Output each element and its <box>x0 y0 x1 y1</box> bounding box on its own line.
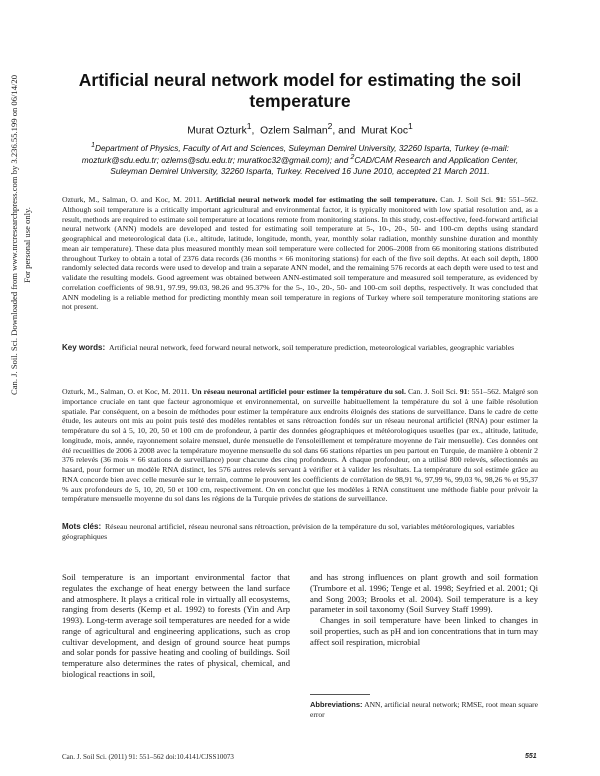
footnote-divider <box>310 694 370 695</box>
keywords-label: Mots clés: <box>62 522 102 531</box>
body-paragraph: and has strong influences on plant growth and soil formation (Trumbore et al. 1996; Tenge et al. 1998; Seyfried et al. 2001; Qi and Song 2003; Brooks et al. 2004). Soil temperature is a key parameter in soil taxonomy (Soil Survey Staff 1999). <box>310 572 538 615</box>
affiliation-text: CAD/CAM Research and Application Center, Suleyman Demirel University, 32260 Isparta, Turkey. Received 16 June 2010, accepted 21 March 2011. <box>110 155 519 176</box>
abstract-body: : 551–562. Malgré son importance cruciale en tant que facteur agronomique et environnemental, on surveille habituellement la température du sol à une faible résolution spatiale. Par conséquent, on a besoin de méthodes pour estimer la température aux endroits éloignés des stations de surveillance. Dans le cadre de cette étude, les auteurs ont mis au point puis testé des modèles rentables et sans rétroaction fondés sur un réseau neuronal artificiel (RNA) pour estimer la température du sol à 5, 10, 20, 50 et 100 cm de profondeur, à partir des données géographiques et météorologiques usuelles (par ex., altitude, latitude, longitude, mois, année, rayonnement solaire mensuel, durée mensuelle de l'ensoleillement et température moyenne de l'air mensuelle). Ces données ont été recueillies de 2006 à 2008 avec la température moyenne mensuelle du sol dans 66 stations réparties un peu partout en Turquie, de manière à obtenir 2 376 relevés (36 mois × 66 stations de surveillance) pour chacune des cinq profondeurs. À chaque profondeur, on a utilisé 800 relevés, sélectionnés au hasard, pour former un modèle RNA distinct, les 576 autres relevés servant à vérifier et à valider les résultats. La température du sol estimée grâce au RNA concorde bien avec celle mesurée sur le terrain, comme le prouvent les coefficients de corrélation de 98,91 %, 97,99 %, 99,03 %, 98,26 % et 95,37 % aux profondeurs de 5, 10, 20, 50 et 100 cm, respectivement. On en conclut que les modèles à RNA constituent une méthode fiable pour prévoir la température mensuelle moyenne du sol dans les régions de la Turquie privées de stations de surveillance. <box>62 387 538 504</box>
journal-name: Can. J. Soil Sci. <box>405 387 460 396</box>
abbreviations-label: Abbreviations: <box>310 700 363 709</box>
keywords-text: Artificial neural network, feed forward neural network, soil temperature prediction, meteorological variables, geographic variables <box>109 343 515 352</box>
affil-mark: 1 <box>91 142 95 149</box>
abbreviations-text: ANN, artificial neural network; RMSE, root mean square error <box>310 700 538 719</box>
keywords-label: Key words: <box>62 343 106 352</box>
affil-mark: 2 <box>350 154 355 162</box>
abbreviations-note <box>310 700 538 719</box>
download-notice <box>8 75 36 395</box>
keywords-french <box>62 522 538 542</box>
abstract-english <box>62 195 538 312</box>
affiliation-text: Department of Physics, Faculty of Art and Sciences, Suleyman Demirel University, 32260 Isparta, Turkey (e-mail: mozturk@sdu.edu.tr; ozlems@sdu.edu.tr; muratkoc32@gmail.com); and <box>81 142 509 166</box>
body-paragraph: Changes in soil temperature have been linked to changes in soil properties, such as pH and ion concentrations that in turn may affect soil respiration, microbial <box>310 615 538 647</box>
volume-number: 91 <box>496 195 504 204</box>
download-notice-line2: For personal use only. <box>22 207 32 283</box>
author-affil-mark: 1 <box>246 121 252 131</box>
abstract-title: Un réseau neuronal artificiel pour estimer la température du sol. <box>191 387 406 396</box>
abstract-french <box>62 387 538 504</box>
affiliation-block <box>70 141 530 176</box>
download-notice-line1: Can. J. Soil. Sci. Downloaded from www.nrcresearchpress.com by 3.236.55.199 on 06/14/20 <box>9 75 19 395</box>
author-list: Murat Ozturk$^1$, Ozlem Salman$^2$, and Murat Koc$^1$ <box>187 121 413 137</box>
author-name: Ozlem Salman <box>260 125 328 137</box>
footer-citation: Can. J. Soil Sci. (2011) 91: 551–562 doi:10.4141/CJSS10073 <box>62 753 234 761</box>
paper-title: Artificial neural network model for estimating the soil temperature <box>78 70 522 111</box>
author-affil-mark: 2 <box>327 121 333 131</box>
keywords-english <box>62 343 538 353</box>
author-name: Murat Koc <box>361 125 408 137</box>
keywords-text: Réseau neuronal artificiel, réseau neuronal sans rétroaction, prévision de la température du sol, variables météorologiques, variables géographiques <box>62 522 515 541</box>
body-column-right <box>310 572 538 647</box>
body-paragraph: Soil temperature is an important environmental factor that regulates the exchange of heat energy between the land surface and atmosphere. It plays a critical role in virtually all ecosystems, ranging from deserts (Kemp et al. 1992) to forests (Yin and Arp 1993). Long-term average soil temperatures are needed for a wide range of agricultural and engineering applications, such as crop cultivar development, and design of ground source heat pumps and solar ponds for passive heating and cooling of buildings. Soil temperature also determines the rates of physical, chemical, and biological reactions in soil, <box>62 572 290 679</box>
body-column-left <box>62 572 290 680</box>
citation: Ozturk, M., Salman, O. et Koc, M. 2011. <box>62 387 192 396</box>
abstract-title: Artificial neural network model for estimating the soil temperature. <box>204 195 438 204</box>
author-affil-mark: 1 <box>407 121 413 131</box>
volume-number: 91 <box>459 387 468 396</box>
journal-name: Can. J. Soil Sci. <box>437 195 497 204</box>
citation: Ozturk, M., Salman, O. and Koc, M. 2011. <box>62 195 205 204</box>
abstract-body: : 551–562. Although soil temperature is a critically important agricultural and environmental factor, it is typically monitored with low spatial resolution and, as a result, methods are required to estimate soil temperature at locations remote from monitoring stations. In this study, cost-effective, feed-forward artificial neural network (ANN) models are developed and tested for estimating soil temperature at 5-, 10-, 20-, 50- and 100-cm depths using standard geographical and meteorological data (i.e., altitude, latitude, longitude, month, year, monthly solar radiation, monthly sunshine duration and monthly mean air temperature). These data plus measured monthly mean soil temperature were collected for 2006–2008 from 66 monitoring stations distributed throughout Turkey to obtain a total of 2376 data records (36 months × 66 monitoring stations) for each of the five soil depths. At each soil depth, 1800 randomly selected data records were used to develop and train a separate ANN model, and the remaining 576 records at each depth were used to test and validate the resulting models. Good agreement was obtained between ANN-estimated soil temperature and measured soil temperature, as evidenced by correlation coefficients of 98.91, 97.99, 99.03, 98.26 and 95.37% for the 5-, 10-, 20-, 50- and 100-cm soil depths, respectively. It was concluded that ANN modeling is a reliable method for predicting monthly mean soil temperature in regions of Turkey where soil temperature monitoring stations are not present. <box>62 195 538 312</box>
page-number: 551 <box>525 753 537 760</box>
author-name: Murat Ozturk <box>187 125 247 137</box>
